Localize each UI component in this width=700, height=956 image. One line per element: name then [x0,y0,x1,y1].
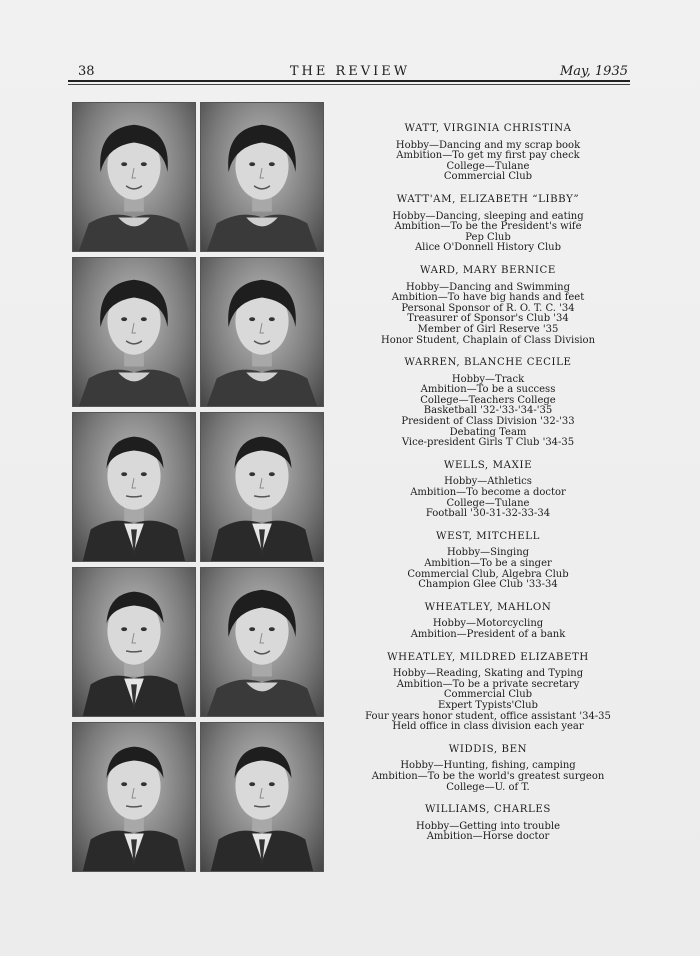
page-number: 38 [78,64,95,79]
student-detail-line: Alice O'Donnell History Club [414,242,562,254]
portrait-photo [72,722,196,872]
student-entry [358,195,618,254]
portrait-silhouette-icon [73,103,195,251]
student-entry [358,653,618,733]
student-detail-line: Commercial Club [443,171,533,183]
student-detail-line: Held office in class division each year [392,721,584,733]
student-detail-line: Ambition—Horse doctor [426,831,550,843]
student-entry [358,266,618,346]
student-detail-line: Hobby—Athletics [444,476,532,488]
student-detail-line: Ambition—President of a bank [410,628,566,640]
portrait-photo [72,412,196,562]
student-detail-line: Hobby—Getting into trouble [416,820,560,832]
student-detail-line: Commercial Club, Algebra Club [407,568,569,580]
student-detail-line: Personal Sponsor of R. O. T. C. '34 [401,302,575,314]
student-detail-line: College—Tulane [446,160,530,172]
student-detail-line: College—Tulane [446,497,530,509]
student-bios [358,124,618,855]
student-detail-line: Debating Team [449,426,527,438]
student-detail-line: Four years honor student, office assistant '34-35 [365,710,611,722]
student-detail-line: Expert Typists'Club [438,699,538,711]
student-detail-line: Hobby—Hunting, fishing, camping [400,760,576,772]
portrait-silhouette-icon [201,568,323,716]
portrait-silhouette-icon [201,723,323,871]
student-detail-line: Ambition—To be a singer [424,558,552,569]
student-detail-line: Football '30-31-32-33-34 [425,508,551,520]
student-name: WATT'AM, ELIZABETH “LIBBY” [396,193,580,205]
student-detail-line: Vice-president Girls T Club '34-35 [401,437,575,449]
portrait-photo [72,567,196,717]
student-entry [358,532,618,591]
portrait-silhouette-icon [73,568,195,716]
header-rule [68,80,630,82]
student-detail-line: Ambition—To be a private secretary [396,678,580,690]
student-detail-line: President of Class Division '32-'33 [401,416,575,428]
student-entry [358,358,618,449]
student-detail-line: Champion Glee Club '33-34 [418,579,558,591]
publication-title: THE REVIEW [289,64,411,79]
student-detail-line: Commercial Club [443,689,533,701]
portrait-silhouette-icon [201,103,323,251]
portrait-silhouette-icon [201,258,323,406]
student-detail-line: Hobby—Track [451,373,525,385]
student-detail-line: Ambition—To be the world's greatest surgeon [371,770,605,782]
student-detail-line: Ambition—To have big hands and feet [391,292,585,304]
student-name: WILLIAMS, CHARLES [424,804,552,816]
issue-date: May, 1935 [559,64,628,79]
student-detail-line: Hobby—Singing [446,547,530,559]
student-name: WELLS, MAXIE [443,459,533,471]
portrait-photo [200,722,324,872]
student-detail-line: Ambition—To be a success [420,384,556,396]
student-detail-line: Pep Club [465,231,511,243]
student-entry [358,461,618,520]
student-detail-line: Basketball '32-'33-'34-'35 [423,405,553,417]
student-name: WHEATLEY, MILDRED ELIZABETH [387,651,589,663]
student-entry [358,603,618,641]
portrait-photo [200,567,324,717]
portrait-photo [72,102,196,252]
student-detail-line: Ambition—To be the President's wife [394,221,582,233]
student-name: WARREN, BLANCHE CECILE [404,357,572,369]
student-detail-line: College—Teachers College [420,394,556,406]
student-name: WHEATLEY, MAHLON [424,601,552,613]
student-name: WARD, MARY BERNICE [420,264,556,276]
student-name: WIDDIS, BEN [448,743,528,755]
student-detail-line: Treasurer of Sponsor's Club '34 [407,313,569,325]
portrait-grid [72,102,328,874]
header-rule-thin [68,84,630,85]
portrait-photo [200,257,324,407]
student-name: WATT, VIRGINIA CHRISTINA [404,123,572,134]
student-detail-line: Honor Student, Chaplain of Class Division [380,334,596,346]
student-detail-line: Hobby—Dancing, sleeping and eating [392,210,584,222]
portrait-photo [200,412,324,562]
student-entry [358,805,618,843]
student-detail-line: Ambition—To become a doctor [410,487,566,499]
student-detail-line: Hobby—Reading, Skating and Typing [392,668,584,680]
portrait-silhouette-icon [73,258,195,406]
portrait-silhouette-icon [201,413,323,561]
student-entry [358,745,618,793]
student-detail-line: Hobby—Motorcycling [432,618,544,630]
student-detail-line: College—U. of T. [446,781,530,793]
student-detail-line: Member of Girl Reserve '35 [417,323,559,335]
student-detail-line: Hobby—Dancing and Swimming [405,281,571,293]
student-detail-line: Ambition—To get my first pay check [396,150,580,162]
portrait-photo [200,102,324,252]
portrait-silhouette-icon [73,413,195,561]
portrait-photo [72,257,196,407]
portrait-silhouette-icon [73,723,195,871]
student-detail-line: Hobby—Dancing and my scrap book [395,139,581,151]
student-name: WEST, MITCHELL [436,530,540,542]
student-entry [358,124,618,183]
